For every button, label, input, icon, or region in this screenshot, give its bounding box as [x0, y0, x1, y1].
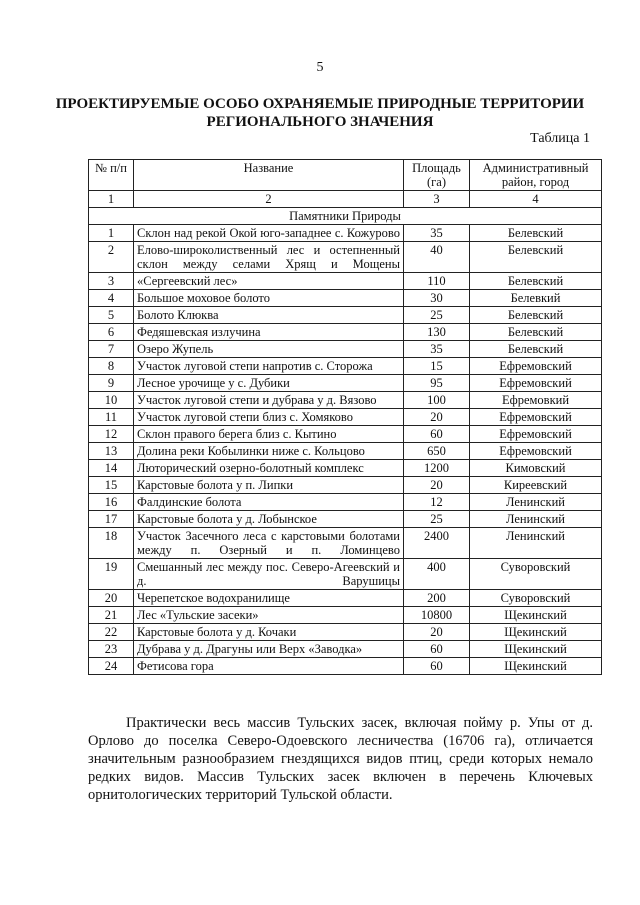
- row-area: 110: [404, 273, 470, 290]
- row-district: Ефремовский: [470, 409, 602, 426]
- section-title: Памятники Природы: [89, 208, 602, 225]
- table-row: [89, 273, 602, 290]
- row-name: Склон правого берега близ с. Кытино: [134, 426, 404, 443]
- table-row: [89, 607, 602, 624]
- header-district: Административный район, город: [470, 160, 602, 191]
- table-row: [89, 341, 602, 358]
- row-name: Фетисова гора: [134, 658, 404, 675]
- table-row: [89, 494, 602, 511]
- table-row: [89, 460, 602, 477]
- row-name: «Сергеевский лес»: [134, 273, 404, 290]
- table-row: [89, 477, 602, 494]
- row-number: 24: [89, 658, 134, 675]
- row-area: 40: [404, 242, 470, 273]
- row-district: Ефремовский: [470, 375, 602, 392]
- row-district: Ленинский: [470, 511, 602, 528]
- row-name: Лес «Тульские засеки»: [134, 607, 404, 624]
- table-row: [89, 307, 602, 324]
- row-name: Карстовые болота у д. Лобынское: [134, 511, 404, 528]
- row-district: Белевский: [470, 307, 602, 324]
- header-area: Площадь (га): [404, 160, 470, 191]
- row-area: 15: [404, 358, 470, 375]
- row-area: 95: [404, 375, 470, 392]
- table-row: [89, 324, 602, 341]
- column-number-row: [89, 191, 602, 208]
- table-row: [89, 590, 602, 607]
- table-row: [89, 624, 602, 641]
- section-row: [89, 208, 602, 225]
- row-number: 17: [89, 511, 134, 528]
- row-name: Долина реки Кобылинки ниже с. Кольцово: [134, 443, 404, 460]
- body-paragraph: Практически весь массив Тульских засек, включая пойму р. Упы от д. Орлово до поселка Северо-Одоевского лесничества (16706 га), отличается значительным разнообразием гнездящихся видов птиц, среди которых немало редких видов. Массив Тульских засек включен в перечень Ключевых орнитологических территорий Тульской области.: [88, 715, 593, 803]
- title-line-1: ПРОЕКТИРУЕМЫЕ ОСОБО ОХРАНЯЕМЫЕ ПРИРОДНЫЕ ТЕРРИТОРИИ: [55, 96, 585, 112]
- col-number-1: 1: [89, 191, 134, 208]
- row-number: 22: [89, 624, 134, 641]
- row-name: Федяшевская излучина: [134, 324, 404, 341]
- row-area: 30: [404, 290, 470, 307]
- row-district: Щекинский: [470, 641, 602, 658]
- table-row: [89, 426, 602, 443]
- row-district: Суворовский: [470, 559, 602, 590]
- row-name: Участок луговой степи напротив с. Сторожа: [134, 358, 404, 375]
- row-district: Белевский: [470, 225, 602, 242]
- row-number: 6: [89, 324, 134, 341]
- row-name: Участок Засечного леса с карстовыми болотами между п. Озерный и п. Ломинцево: [134, 528, 404, 559]
- col-number-2: 2: [134, 191, 404, 208]
- table-row: [89, 358, 602, 375]
- row-area: 130: [404, 324, 470, 341]
- row-area: 1200: [404, 460, 470, 477]
- row-district: Щекинский: [470, 607, 602, 624]
- row-district: Ленинский: [470, 494, 602, 511]
- row-area: 650: [404, 443, 470, 460]
- row-number: 20: [89, 590, 134, 607]
- row-number: 8: [89, 358, 134, 375]
- row-name: Дубрава у д. Драгуны или Верх «Заводка»: [134, 641, 404, 658]
- row-district: Белевский: [470, 273, 602, 290]
- row-name: Карстовые болота у д. Кочаки: [134, 624, 404, 641]
- title-line-2: РЕГИОНАЛЬНОГО ЗНАЧЕНИЯ: [206, 114, 434, 130]
- row-district: Киреевский: [470, 477, 602, 494]
- row-number: 14: [89, 460, 134, 477]
- row-district: Белевский: [470, 341, 602, 358]
- row-area: 35: [404, 225, 470, 242]
- row-district: Белевский: [470, 242, 602, 273]
- row-name: Елово-широколиственный лес и остепненный склон между селами Хрящ и Мощены: [134, 242, 404, 273]
- row-name: Лесное урочище у с. Дубики: [134, 375, 404, 392]
- row-area: 25: [404, 307, 470, 324]
- row-area: 10800: [404, 607, 470, 624]
- row-number: 10: [89, 392, 134, 409]
- row-area: 20: [404, 624, 470, 641]
- row-district: Щекинский: [470, 624, 602, 641]
- row-number: 5: [89, 307, 134, 324]
- row-name: Озеро Жупель: [134, 341, 404, 358]
- row-area: 25: [404, 511, 470, 528]
- table-caption: Таблица 1: [530, 131, 590, 146]
- row-name: Люторический озерно-болотный комплекс: [134, 460, 404, 477]
- row-area: 20: [404, 409, 470, 426]
- col-number-3: 3: [404, 191, 470, 208]
- row-area: 60: [404, 426, 470, 443]
- header-name: Название: [134, 160, 404, 191]
- row-number: 21: [89, 607, 134, 624]
- row-number: 3: [89, 273, 134, 290]
- row-district: Суворовский: [470, 590, 602, 607]
- row-area: 2400: [404, 528, 470, 559]
- protected-areas-table: [88, 159, 602, 675]
- document-title: [40, 95, 600, 131]
- row-number: 13: [89, 443, 134, 460]
- row-number: 19: [89, 559, 134, 590]
- row-name: Болото Клюква: [134, 307, 404, 324]
- row-district: Белевский: [470, 324, 602, 341]
- table-row: [89, 375, 602, 392]
- row-area: 12: [404, 494, 470, 511]
- table-row: [89, 225, 602, 242]
- table-row: [89, 392, 602, 409]
- table-row: [89, 443, 602, 460]
- table-row: [89, 511, 602, 528]
- row-name: Участок луговой степи близ с. Хомяково: [134, 409, 404, 426]
- row-district: Белевкий: [470, 290, 602, 307]
- row-number: 4: [89, 290, 134, 307]
- page-number: 5: [316, 60, 324, 75]
- header-num: № п/п: [89, 160, 134, 191]
- table-row: [89, 658, 602, 675]
- col-number-4: 4: [470, 191, 602, 208]
- row-district: Ефремовский: [470, 443, 602, 460]
- row-district: Ефремовский: [470, 358, 602, 375]
- row-number: 2: [89, 242, 134, 273]
- row-number: 11: [89, 409, 134, 426]
- row-number: 1: [89, 225, 134, 242]
- header-row: [89, 160, 602, 191]
- row-name: Смешанный лес между пос. Северо-Агеевский и д. Варушицы: [134, 559, 404, 590]
- table-row: [89, 409, 602, 426]
- row-area: 60: [404, 658, 470, 675]
- row-area: 35: [404, 341, 470, 358]
- row-name: Участок луговой степи и дубрава у д. Вязово: [134, 392, 404, 409]
- row-district: Ефремовский: [470, 426, 602, 443]
- row-name: Склон над рекой Окой юго-западнее с. Кожурово: [134, 225, 404, 242]
- table-row: [89, 528, 602, 559]
- table-body: [89, 225, 602, 675]
- row-area: 200: [404, 590, 470, 607]
- row-name: Черепетское водохранилище: [134, 590, 404, 607]
- row-district: Ленинский: [470, 528, 602, 559]
- row-area: 60: [404, 641, 470, 658]
- row-number: 23: [89, 641, 134, 658]
- table-row: [89, 641, 602, 658]
- row-number: 7: [89, 341, 134, 358]
- row-district: Щекинский: [470, 658, 602, 675]
- table-row: [89, 559, 602, 590]
- row-number: 15: [89, 477, 134, 494]
- row-number: 9: [89, 375, 134, 392]
- row-name: Карстовые болота у п. Липки: [134, 477, 404, 494]
- row-area: 100: [404, 392, 470, 409]
- table-row: [89, 290, 602, 307]
- row-area: 400: [404, 559, 470, 590]
- row-number: 12: [89, 426, 134, 443]
- row-area: 20: [404, 477, 470, 494]
- row-name: Большое моховое болото: [134, 290, 404, 307]
- row-district: Ефремовкий: [470, 392, 602, 409]
- row-number: 16: [89, 494, 134, 511]
- row-number: 18: [89, 528, 134, 559]
- table-row: [89, 242, 602, 273]
- row-district: Кимовский: [470, 460, 602, 477]
- row-name: Фалдинские болота: [134, 494, 404, 511]
